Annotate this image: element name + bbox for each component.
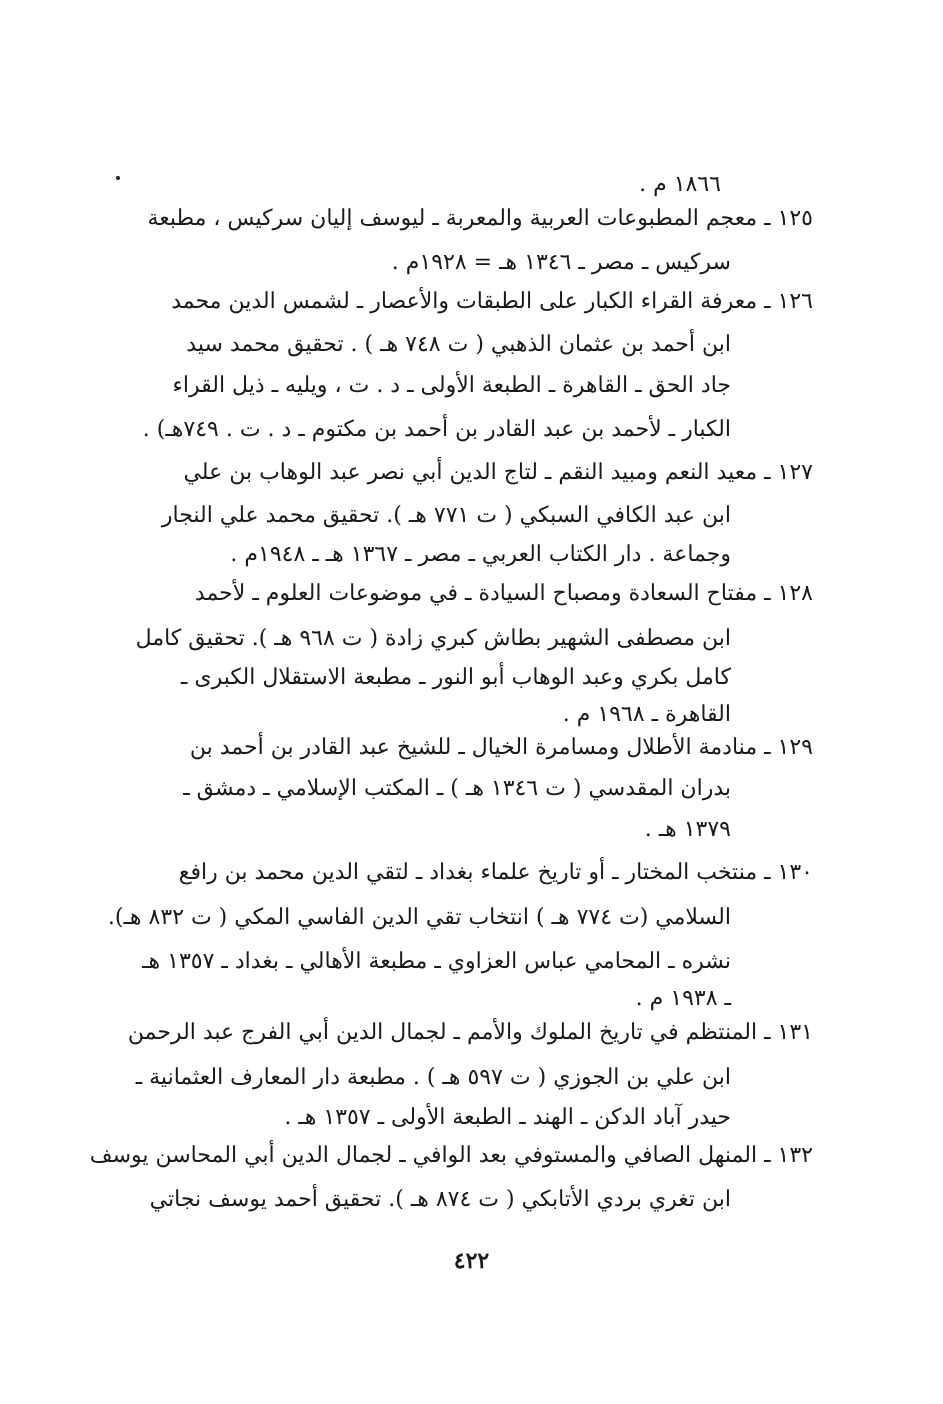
entry-126-line-1: ١٢٦ ـ معرفة القراء الكبار على الطبقات والأعصار ـ لشمس الدين محمد (171, 289, 813, 314)
entry-129-line-1: ١٢٩ ـ منادمة الأطلال ومسامرة الخيال ـ للشيخ عبد القادر بن أحمد بن (189, 735, 813, 760)
entry-131-line-3: حيدر آباد الدكن ـ الهند ـ الطبعة الأولى ـ ١٣٥٧ هـ . (284, 1105, 731, 1130)
entry-128-line-3: كامل بكري وعبد الوهاب أبو النور ـ مطبعة الاستقلال الكبرى ـ (180, 665, 731, 690)
entry-128-line-2: ابن مصطفى الشهير بطاش كبري زادة ( ت ٩٦٨ هـ ). تحقيق كامل (135, 626, 731, 651)
text-line: ١٨٦٦ م . (639, 172, 721, 197)
entry-125-line-1: ١٢٥ ـ معجم المطبوعات العربية والمعربة ـ ليوسف إليان سركيس ، مطبعة (147, 206, 813, 231)
entry-126-line-3: جاد الحق ـ القاهرة ـ الطبعة الأولى ـ د . ت ، ويليه ـ ذيل القراء (172, 373, 731, 398)
entry-127-line-3: وجماعة . دار الكتاب العربي ـ مصر ـ ١٣٦٧ هـ ـ ١٩٤٨م . (230, 542, 731, 567)
entry-127-line-1: ١٢٧ ـ معيد النعم ومبيد النقم ـ لتاج الدين أبي نصر عبد الوهاب بن علي (183, 460, 813, 485)
entry-126-line-2: ابن أحمد بن عثمان الذهبي ( ت ٧٤٨ هـ ) . تحقيق محمد سيد (186, 332, 731, 357)
entry-125-line-2: سركيس ـ مصر ـ ١٣٤٦ هـ = ١٩٢٨م . (391, 250, 731, 275)
entry-130-line-4: ـ ١٩٣٨ م . (635, 986, 731, 1011)
entry-129-line-3: ١٣٧٩ هـ . (644, 817, 731, 842)
entry-130-line-2: السلامي (ت ٧٧٤ هـ ) انتخاب تقي الدين الفاسي المكي ( ت ٨٣٢ هـ). (107, 905, 731, 930)
entry-131-line-1: ١٣١ ـ المنتظم في تاريخ الملوك والأمم ـ لجمال الدين أبي الفرج عبد الرحمن (127, 1020, 813, 1045)
entry-128-line-1: ١٢٨ ـ مفتاح السعادة ومصباح السيادة ـ في موضوعات العلوم ـ لأحمد (194, 581, 813, 606)
entry-127-line-2: ابن عبد الكافي السبكي ( ت ٧٧١ هـ ). تحقيق محمد علي النجار (161, 503, 731, 528)
page-number: ٤٢٢ (453, 1248, 490, 1274)
entry-132-line-2: ابن تغري بردي الأتابكي ( ت ٨٧٤ هـ ). تحقيق أحمد يوسف نجاتي (149, 1187, 731, 1212)
entry-128-line-4: القاهرة ـ ١٩٦٨ م . (562, 702, 731, 727)
entry-129-line-2: بدران المقدسي ( ت ١٣٤٦ هـ ) ـ المكتب الإسلامي ـ دمشق ـ (183, 776, 731, 801)
entry-131-line-2: ابن علي بن الجوزي ( ت ٥٩٧ هـ ) . مطبعة دار المعارف العثمانية ـ (135, 1065, 731, 1090)
entry-132-line-1: ١٣٢ ـ المنهل الصافي والمستوفي بعد الوافي ـ لجمال الدين أبي المحاسن يوسف (89, 1143, 813, 1168)
entry-130-line-3: نشره ـ المحامي عباس العزاوي ـ مطبعة الأهالي ـ بغداد ـ ١٣٥٧ هـ (142, 949, 731, 974)
entry-130-line-1: ١٣٠ ـ منتخب المختار ـ أو تاريخ علماء بغداد ـ لتقي الدين محمد بن رافع (178, 860, 813, 885)
entry-126-line-4: الكبار ـ لأحمد بن عبد القادر بن أحمد بن مكتوم ـ د . ت . ٧٤٩هـ) . (142, 417, 731, 442)
stray-mark (116, 176, 120, 180)
